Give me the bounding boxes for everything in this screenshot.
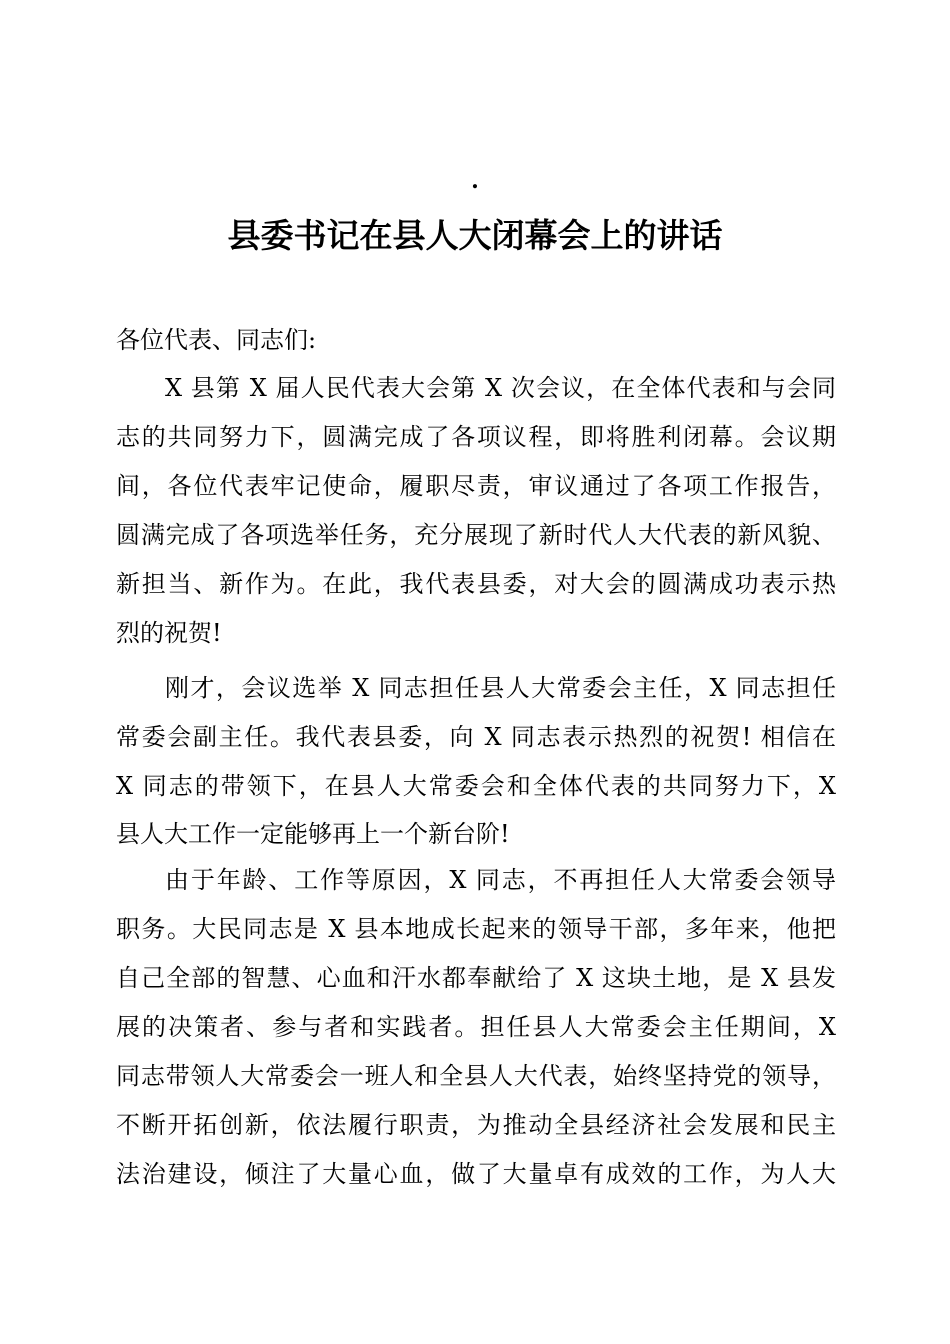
paragraph-2-line-4: 县人大工作一定能够再上一个新台阶! — [116, 820, 510, 848]
paragraph-1-line-3: 间，各位代表牢记使命，履职尽责，审议通过了各项工作报告， — [116, 472, 836, 500]
paragraph-1-line-4: 圆满完成了各项选举任务，充分展现了新时代人大代表的新风貌、 — [116, 521, 836, 549]
paragraph-1-line-6: 烈的祝贺! — [116, 619, 222, 647]
paragraph-3-line-7: 法治建设，倾注了大量心血，做了大量卓有成效的工作，为人大 — [116, 1160, 836, 1188]
paragraph-1-line-5: 新担当、新作为。在此，我代表县委，对大会的圆满成功表示热 — [116, 570, 836, 598]
paragraph-3-line-6: 不断开拓创新，依法履行职责，为推动全县经济社会发展和民主 — [116, 1111, 836, 1139]
paragraph-3-line-1: 由于年龄、工作等原因，X 同志，不再担任人大常委会领导 — [165, 866, 836, 894]
paragraph-2-line-2: 常委会副主任。我代表县委，向 X 同志表示热烈的祝贺! 相信在 — [116, 723, 836, 751]
paragraph-1-line-2: 志的共同努力下，圆满完成了各项议程，即将胜利闭幕。会议期 — [116, 423, 836, 451]
paragraph-2-line-3: X 同志的带领下，在县人大常委会和全体代表的共同努力下，X — [116, 772, 836, 800]
header-dot: . — [471, 168, 479, 194]
paragraph-3-line-3: 自己全部的智慧、心血和汗水都奉献给了 X 这块土地，是 X 县发 — [116, 964, 836, 992]
paragraph-1-line-1: X 县第 X 届人民代表大会第 X 次会议，在全体代表和与会同 — [165, 374, 836, 402]
paragraph-3-line-4: 展的决策者、参与者和实践者。担任县人大常委会主任期间，X — [116, 1013, 836, 1041]
paragraph-2-line-1: 刚才，会议选举 X 同志担任县人大常委会主任，X 同志担任 — [165, 674, 836, 702]
document-title: 县委书记在县人大闭幕会上的讲话 — [227, 216, 723, 255]
paragraph-3-line-2: 职务。大民同志是 X 县本地成长起来的领导干部，多年来，他把 — [116, 915, 836, 943]
salutation: 各位代表、同志们: — [116, 326, 317, 354]
paragraph-3-line-5: 同志带领人大常委会一班人和全县人大代表，始终坚持党的领导， — [116, 1062, 836, 1090]
